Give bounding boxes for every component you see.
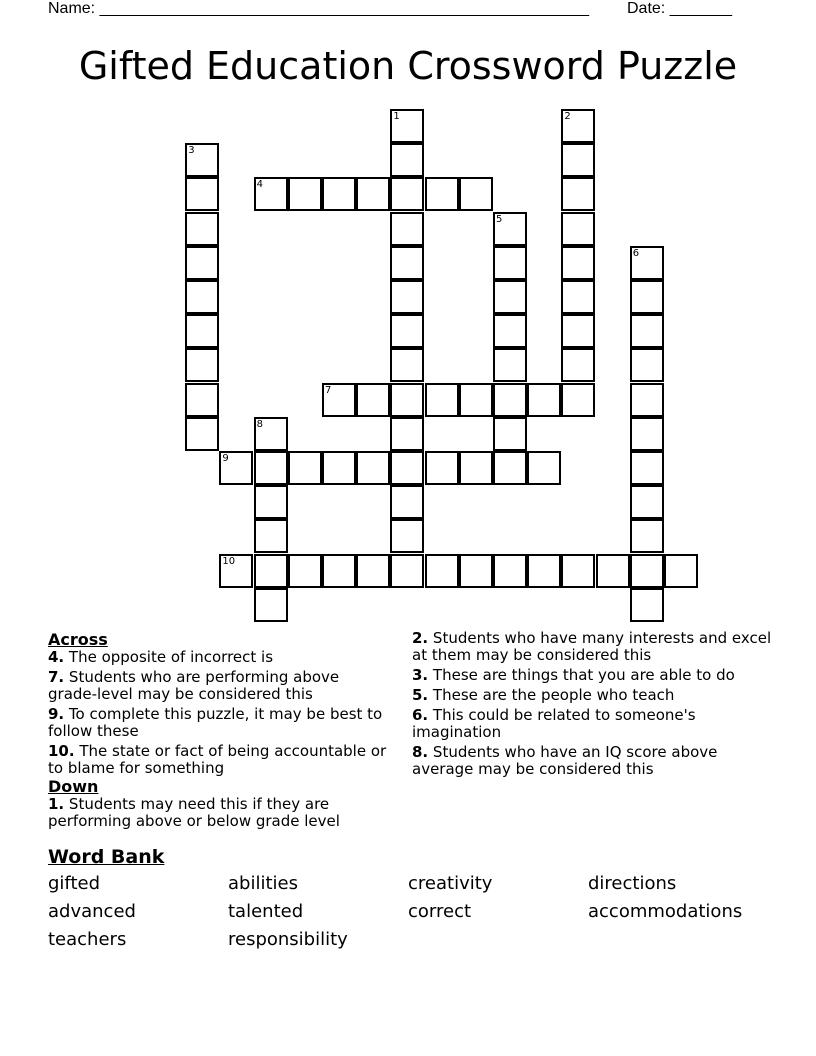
grid-cell[interactable]	[527, 383, 561, 417]
grid-cell[interactable]	[561, 177, 595, 211]
grid-cell[interactable]	[630, 280, 664, 314]
grid-cell[interactable]	[493, 383, 527, 417]
down-heading: Down	[48, 777, 99, 796]
clues-left-column	[48, 630, 388, 833]
grid-cell[interactable]	[390, 451, 424, 485]
clue-down-2: 2. Students who have many interests and excel at them may be considered this	[412, 629, 772, 664]
clue-across-4: 4. The opposite of incorrect is	[48, 648, 274, 666]
grid-cell[interactable]	[527, 451, 561, 485]
grid-cell[interactable]	[459, 451, 493, 485]
clue-number-label: 5	[496, 213, 503, 225]
clue-number-label: 6	[632, 247, 640, 259]
grid-cell[interactable]	[390, 485, 424, 519]
grid-cell[interactable]	[630, 383, 664, 417]
word-bank-item: abilities	[228, 873, 298, 894]
word-bank-item: gifted	[48, 873, 101, 894]
grid-cell[interactable]	[561, 383, 595, 417]
grid-cell[interactable]	[356, 177, 390, 211]
clue-across-10: 10. The state or fact of being accountable or to blame for something	[48, 742, 387, 777]
word-bank-item: creativity	[408, 873, 493, 894]
grid-cell[interactable]	[459, 383, 493, 417]
clue-down-5: 5. These are the people who teach	[412, 686, 675, 704]
grid-cell[interactable]	[288, 451, 322, 485]
grid-cell[interactable]	[390, 519, 424, 553]
grid-cell[interactable]	[185, 417, 219, 451]
grid-cell[interactable]	[185, 383, 219, 417]
grid-cell[interactable]	[185, 177, 219, 211]
clue-number-label: 2	[564, 111, 571, 122]
grid-cell[interactable]	[425, 177, 459, 211]
grid-cell[interactable]	[630, 485, 664, 519]
word-bank-item: accommodations	[588, 901, 743, 922]
word-bank-item: advanced	[48, 901, 136, 922]
grid-cell[interactable]	[185, 280, 219, 314]
grid-cell[interactable]	[425, 554, 459, 588]
grid-cell[interactable]	[390, 212, 424, 246]
grid-cell[interactable]	[322, 554, 356, 588]
word-bank-title: Word Bank	[48, 846, 165, 868]
grid-cell[interactable]	[493, 246, 527, 280]
page-title: Gifted Education Crossword Puzzle	[78, 44, 738, 88]
grid-cell[interactable]	[630, 417, 664, 451]
grid-cell[interactable]	[561, 554, 595, 588]
grid-cell[interactable]	[185, 348, 219, 382]
grid-cell[interactable]	[561, 212, 595, 246]
grid-cell[interactable]	[288, 554, 322, 588]
grid-cell[interactable]	[390, 177, 424, 211]
grid-cell[interactable]	[288, 177, 322, 211]
grid-cell[interactable]	[390, 554, 424, 588]
grid-cell[interactable]	[390, 246, 424, 280]
grid-cell[interactable]	[356, 451, 390, 485]
word-bank-item: teachers	[48, 929, 127, 950]
clue-number-label: 1	[393, 111, 400, 122]
grid-cell[interactable]	[254, 451, 288, 485]
grid-cell[interactable]	[493, 451, 527, 485]
clue-number-label: 10	[222, 555, 236, 567]
grid-cell[interactable]	[254, 519, 288, 553]
name-field-label: Name: _______________________________________________________	[48, 0, 589, 17]
word-bank-item: directions	[588, 873, 677, 894]
clue-down-3: 3. These are things that you are able to do	[412, 666, 735, 684]
clue-across-7: 7. Students who are performing above grade-level may be considered this	[48, 668, 340, 703]
grid-cell[interactable]	[254, 554, 288, 588]
across-heading: Across	[48, 630, 108, 649]
grid-cell[interactable]	[185, 212, 219, 246]
grid-cell[interactable]	[356, 554, 390, 588]
grid-cell[interactable]	[561, 143, 595, 177]
word-bank-item: responsibility	[228, 929, 348, 950]
grid-cell[interactable]	[459, 177, 493, 211]
grid-cell[interactable]	[322, 451, 356, 485]
grid-cell[interactable]	[527, 554, 561, 588]
grid-cell[interactable]	[561, 280, 595, 314]
grid-cell[interactable]	[630, 519, 664, 553]
clue-number-label: 8	[256, 418, 263, 430]
grid-cell[interactable]	[493, 554, 527, 588]
grid-cell[interactable]	[561, 246, 595, 280]
grid-cell[interactable]	[254, 588, 288, 622]
grid-cell[interactable]	[390, 417, 424, 451]
grid-cell[interactable]	[630, 314, 664, 348]
clue-down-8: 8. Students who have an IQ score above average may be considered this	[412, 743, 718, 778]
grid-cell[interactable]	[390, 314, 424, 348]
grid-cell[interactable]	[390, 348, 424, 382]
grid-cell[interactable]	[596, 554, 630, 588]
clue-number-label: 7	[325, 384, 332, 396]
clue-across-9: 9. To complete this puzzle, it may be best to follow these	[48, 705, 383, 740]
date-field-label: Date: _______	[627, 0, 732, 17]
grid-cell[interactable]	[322, 177, 356, 211]
grid-cell[interactable]	[185, 246, 219, 280]
grid-cell[interactable]	[254, 485, 288, 519]
grid-cell[interactable]	[493, 314, 527, 348]
grid-cell[interactable]	[664, 554, 698, 588]
grid-cell[interactable]	[390, 383, 424, 417]
grid-cell[interactable]	[493, 417, 527, 451]
grid-cell[interactable]	[561, 348, 595, 382]
word-bank-item: talented	[228, 901, 304, 922]
grid-cell[interactable]	[425, 451, 459, 485]
clues-right-column	[412, 630, 772, 781]
grid-cell[interactable]	[493, 348, 527, 382]
grid-cell[interactable]	[561, 314, 595, 348]
grid-cell[interactable]	[630, 451, 664, 485]
grid-cell[interactable]	[630, 588, 664, 622]
word-bank-item: correct	[408, 901, 472, 922]
grid-cell[interactable]	[390, 143, 424, 177]
clue-number-label: 4	[256, 179, 263, 191]
clue-number-label: 3	[188, 145, 195, 157]
grid-cell[interactable]	[459, 554, 493, 588]
grid-cell[interactable]	[185, 314, 219, 348]
grid-cell[interactable]	[630, 554, 664, 588]
grid-cell[interactable]	[356, 383, 390, 417]
grid-cell[interactable]	[390, 280, 424, 314]
grid-cell[interactable]	[630, 348, 664, 382]
grid-cell[interactable]	[425, 383, 459, 417]
clue-number-label: 9	[222, 453, 229, 464]
grid-cell[interactable]	[493, 280, 527, 314]
clue-down-6: 6. This could be related to someone's imagination	[412, 706, 696, 741]
clue-down-1: 1. Students may need this if they are performing above or below grade level	[48, 795, 340, 830]
